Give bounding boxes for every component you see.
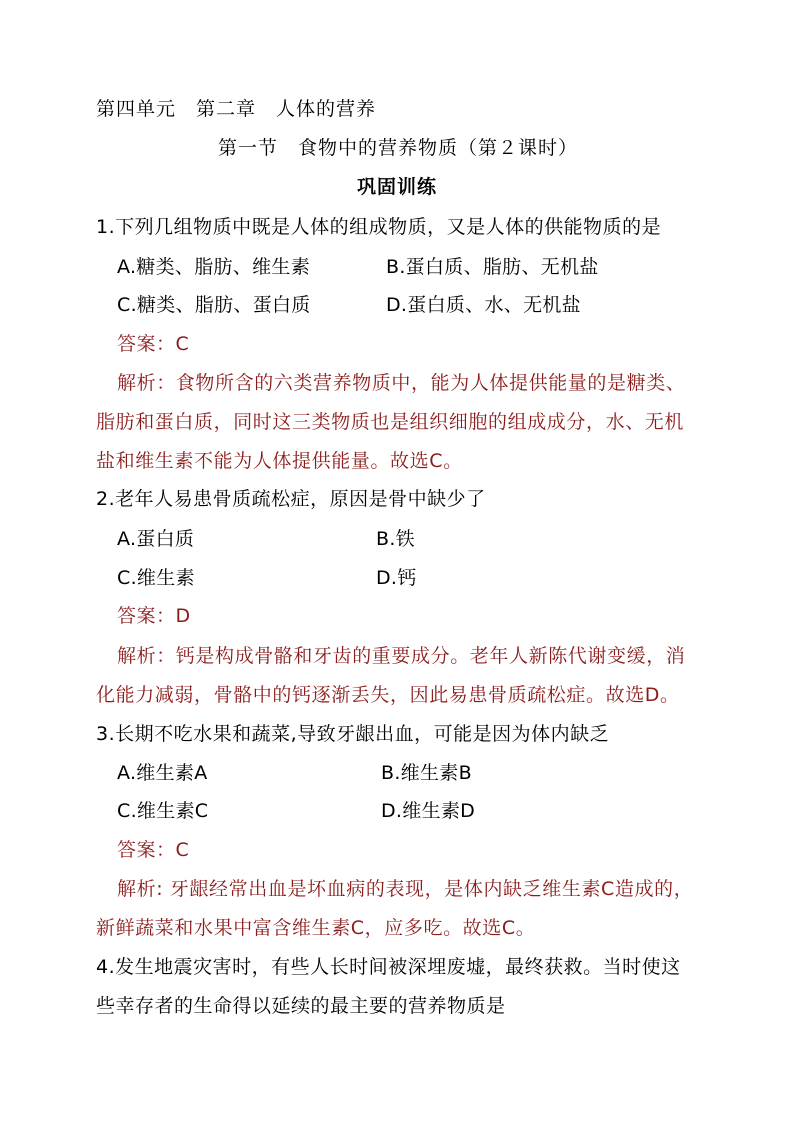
question-1-answer: 答案：C — [117, 333, 190, 355]
question-3-analysis-line-2: 新鲜蔬菜和水果中富含维生素C，应多吃。故选C。 — [96, 917, 536, 939]
question-1-stem: 1.下列几组物质中既是人体的组成物质，又是人体的供能物质的是 — [96, 216, 662, 238]
question-3-answer: 答案：C — [117, 839, 190, 861]
question-3-option-a: A.维生素A — [117, 762, 208, 784]
section-title: 第一节 食物中的营养物质（第２课时） — [218, 137, 579, 159]
question-1-analysis-line-2: 脂肪和蛋白质，同时这三类物质也是组织细胞的组成成分，水、无机 — [96, 411, 685, 433]
question-2-answer: 答案：D — [117, 605, 191, 627]
question-1-option-b: B.蛋白质、脂肪、无机盐 — [386, 256, 599, 278]
question-2-option-d: D.钙 — [376, 567, 417, 589]
question-1-option-c: C.糖类、脂肪、蛋白质 — [117, 294, 311, 316]
question-3-stem: 3.长期不吃水果和蔬菜,导致牙龈出血，可能是因为体内缺乏 — [96, 723, 610, 745]
question-4-stem-line-1: 4.发生地震灾害时，有些人长时间被深埋废墟，最终获救。当时使这 — [96, 956, 681, 978]
question-1-option-a: A.糖类、脂肪、维生素 — [117, 256, 311, 278]
practice-title: 巩固训练 — [356, 176, 437, 198]
question-2-analysis-line-1: 解析：钙是构成骨骼和牙齿的重要成分。老年人新陈代谢变缓，消 — [117, 645, 686, 667]
question-2-option-a: A.蛋白质 — [117, 528, 195, 550]
question-1-analysis-line-1: 解析：食物所含的六类营养物质中，能为人体提供能量的是糖类、 — [117, 372, 686, 394]
question-2-stem: 2.老年人易患骨质疏松症，原因是骨中缺少了 — [96, 488, 486, 510]
question-3-option-c: C.维生素C — [117, 800, 209, 822]
question-3-analysis-line-1: 解析: 牙龈经常出血是坏血病的表现，是体内缺乏维生素C造成的， — [117, 878, 694, 900]
question-2-analysis-line-2: 化能力减弱，骨骼中的钙逐渐丢失，因此易患骨质疏松症。故选D。 — [96, 684, 680, 706]
unit-title: 第四单元 第二章 人体的营养 — [96, 98, 377, 120]
question-2-option-c: C.维生素 — [117, 567, 195, 589]
question-1-analysis-line-3: 盐和维生素不能为人体提供能量。故选C。 — [96, 450, 463, 472]
question-3-option-d: D.维生素D — [381, 800, 476, 822]
question-1-option-d: D.蛋白质、水、无机盐 — [386, 294, 581, 316]
question-3-option-b: B.维生素B — [381, 762, 472, 784]
question-2-option-b: B.铁 — [376, 528, 415, 550]
question-4-stem-line-2: 些幸存者的生命得以延续的最主要的营养物质是 — [96, 995, 506, 1017]
